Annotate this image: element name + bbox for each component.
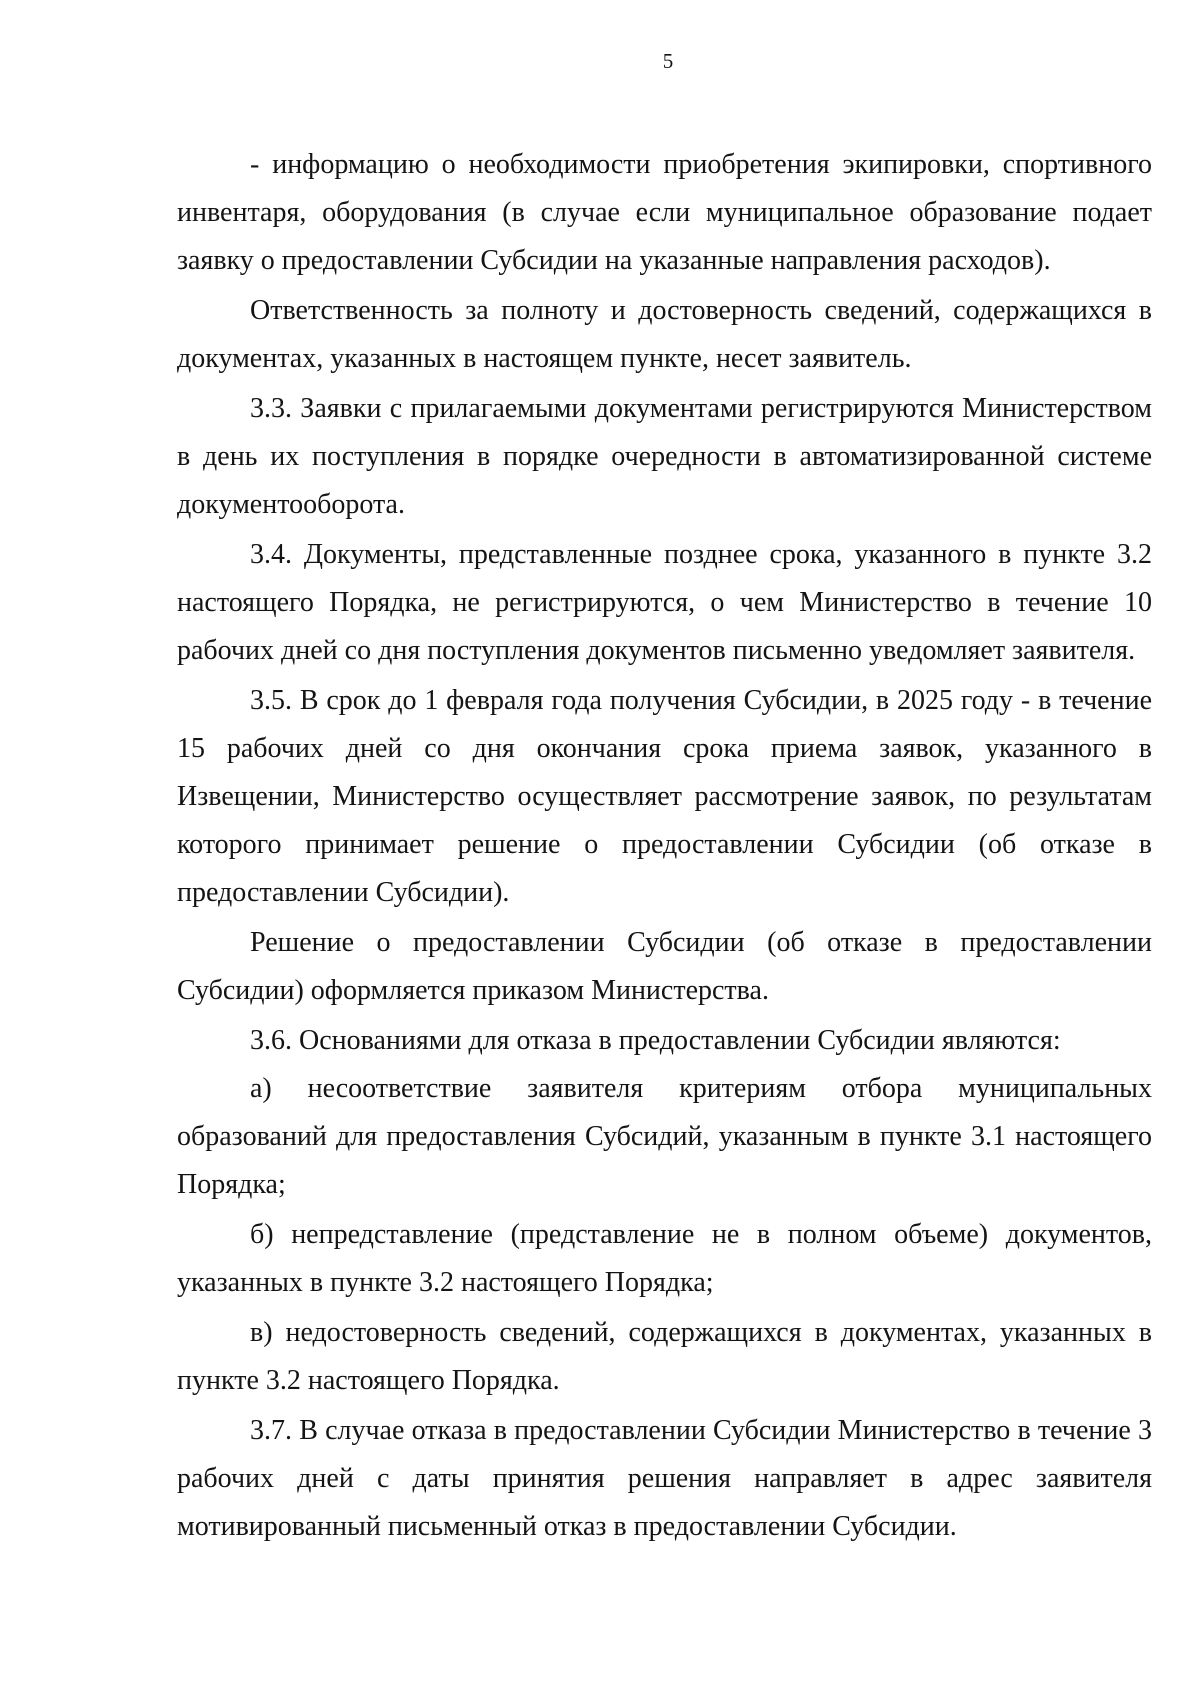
paragraph-3-7: 3.7. В случае отказа в предоставлении Субсидии Министерство в течение 3 рабочих дней с даты принятия решения направляет в адрес заявителя мотивированный письменный отказ в предоставлении Субсидии. <box>177 1415 1152 1542</box>
paragraph-3-3: 3.3. Заявки с прилагаемыми документами регистрируются Министерством в день их поступления в порядке очередности в автоматизированной системе документооборота. <box>177 393 1152 520</box>
paragraph-3-6-b: б) непредставление (представление не в полном объеме) документов, указанных в пункте 3.2 настоящего Порядка; <box>177 1219 1152 1298</box>
paragraph-responsibility: Ответственность за полноту и достоверность сведений, содержащихся в документах, указанных в настоящем пункте, несет заявитель. <box>177 295 1152 374</box>
page-number: 5 <box>662 49 674 73</box>
paragraph-3-6-a: а) несоответствие заявителя критериям отбора муниципальных образований для предоставления Субсидий, указанным в пункте 3.1 настоящего Порядка; <box>177 1073 1152 1200</box>
paragraph-equipment-info: - информацию о необходимости приобретения экипировки, спортивного инвентаря, оборудования (в случае если муниципальное образование подает заявку о предоставлении Субсидии на указанные направления расходов). <box>177 149 1152 276</box>
paragraph-3-6-v: в) недостоверность сведений, содержащихся в документах, указанных в пункте 3.2 настоящего Порядка. <box>177 1317 1152 1396</box>
paragraph-3-4: 3.4. Документы, представленные позднее срока, указанного в пункте 3.2 настоящего Порядка, не регистрируются, о чем Министерство в течение 10 рабочих дней со дня поступления документов письменно уведомляет заявителя. <box>177 539 1152 666</box>
paragraph-decision: Решение о предоставлении Субсидии (об отказе в предоставлении Субсидии) оформляется приказом Министерства. <box>177 927 1152 1006</box>
paragraph-3-6: 3.6. Основаниями для отказа в предоставлении Субсидии являются: <box>250 1025 1061 1056</box>
paragraph-3-5: 3.5. В срок до 1 февраля года получения Субсидии, в 2025 году - в течение 15 рабочих дней со дня окончания срока приема заявок, указанного в Извещении, Министерство осуществляет рассмотрение заявок, по результатам которого принимает решение о предоставлении Субсидии (об отказе в предоставлении Субсидии). <box>177 685 1152 908</box>
document-body <box>177 141 1152 1551</box>
